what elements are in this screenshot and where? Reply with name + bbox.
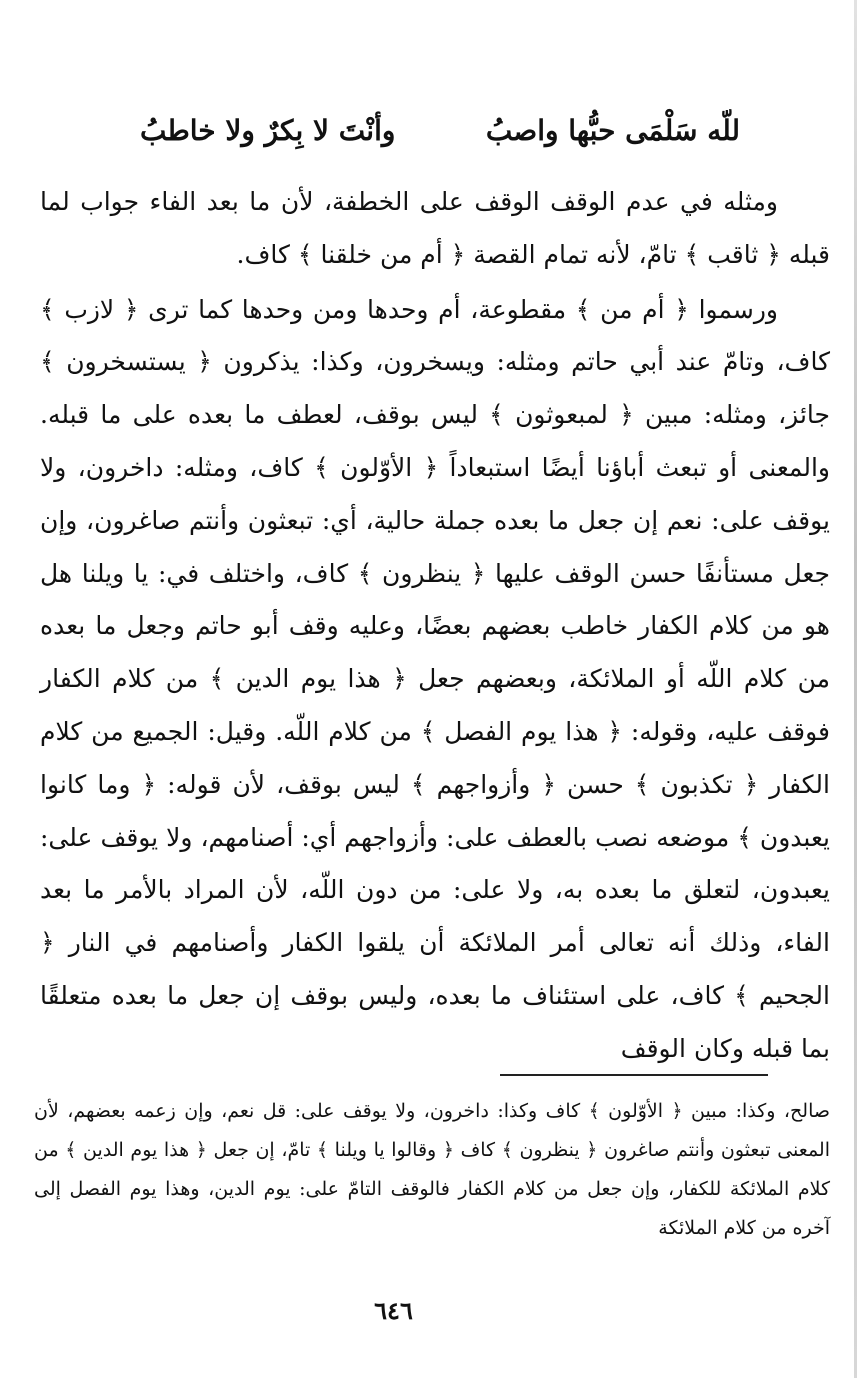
paragraph-2: ورسموا ﴿ أم من ﴾ مقطوعة، أم وحدها ومن وحدها كما ترى ﴿ لازب ﴾ كاف، وتامّ عند أبي حاتم ومثله: ويسخرون، وكذا: يذكرون ﴿ يستسخرون ﴾ جائز، ومثله: مبين ﴿ لمبعوثون ﴾ ليس بوقف، لعطف ما بعده على ما قبله. والمعنى أو تبعث أباؤنا أيضًا استبعاداً ﴿ الأوّلون ﴾ كاف، ومثله: داخرون، ولا يوقف على: نعم إن جعل ما بعده جملة حالية، أي: تبعثون وأنتم صاغرون، وإن جعل مستأنفًا حسن الوقف عليها ﴿ ينظرون ﴾ كاف، واختلف في: يا ويلنا هل هو من كلام الكفار خاطب بعضهم بعضًا، وعليه وقف أبو حاتم وجعل ما بعده من كلام اللّه أو الملائكة، وبعضهم جعل ﴿ هذا يوم الدين ﴾ من كلام الكفار فوقف عليه، وقوله: ﴿ هذا يوم الفصل ﴾ من كلام اللّه. وقيل: الجميع من كلام الكفار ﴿ تكذبون ﴾ حسن ﴿ وأزواجهم ﴾ ليس بوقف، لأن قوله: ﴿ وما كانوا يعبدون ﴾ موضعه نصب بالعطف على: وأزواجهم أي: أصنامهم، ولا يوقف على: يعبدون، لتعلق ما بعده به، ولا على: من دون اللّه، لأن المراد بالأمر ما بعد الفاء، وذلك أنه تعالى أمر الملائكة أن يلقوا الكفار وأصنامهم في النار ﴿ الجحيم ﴾ كاف، على استئناف ما بعده، وليس بوقف إن جعل ما بعده متعلقًا بما قبله وكان الوقف xyxy=(40,294,830,1063)
paragraph-1: ومثله في عدم الوقف الوقف على الخطفة، لأن ما بعد الفاء جواب لما قبله ﴿ ثاقب ﴾ تامّ، لأنه تمام القصة ﴿ أم من خلقنا ﴾ كاف. xyxy=(40,187,830,269)
footnote-separator xyxy=(500,1074,768,1076)
verse-left-hemistich: وأنْتَ لا بِكرٌ ولا خاطبُ xyxy=(140,113,396,147)
main-body-text xyxy=(40,176,830,1076)
page-edge-shadow xyxy=(854,0,857,1378)
verse-right-hemistich: للّه سَلْمَى حبُّها واصبُ xyxy=(485,113,740,147)
footnote: صالح، وكذا: مبين ﴿ الأوّلون ﴾ كاف وكذا: داخرون، ولا يوقف على: قل نعم، وإن زعمه بعضهم، لأن المعنى تبعثون وأنتم صاغرون ﴿ ينظرون ﴾ كاف ﴿ وقالوا يا ويلنا ﴾ تامّ، إن جعل ﴿ هذا يوم الدين ﴾ من كلام الملائكة للكفار، وإن جعل من كلام الكفار فالوقف التامّ على: يوم الدين، وهذا يوم الفصل إلى آخره من كلام الملائكة xyxy=(34,1100,830,1239)
page-number: ٦٤٦ xyxy=(374,1296,413,1325)
poetry-verse xyxy=(140,108,740,152)
